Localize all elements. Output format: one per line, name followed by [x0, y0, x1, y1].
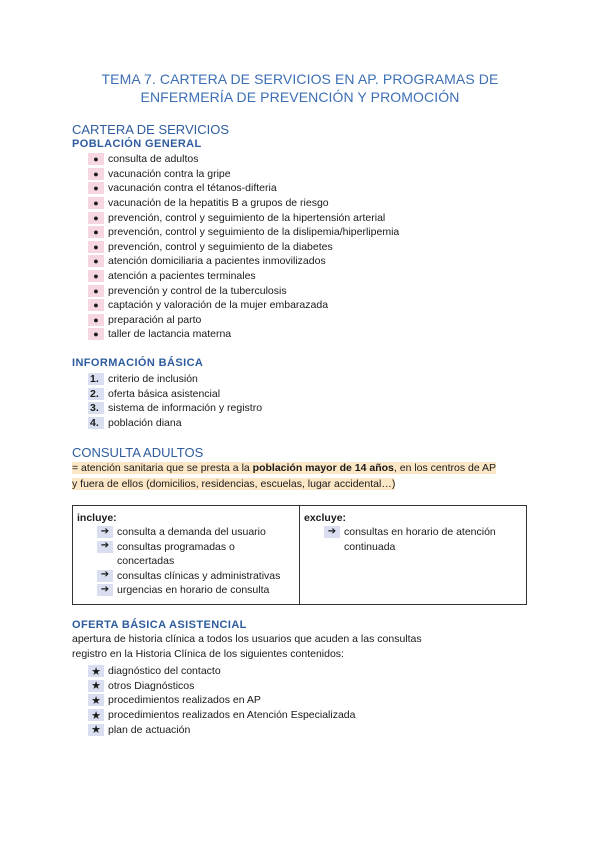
list-item: ➔ urgencias en horario de consulta: [97, 583, 299, 598]
list-item: ● vacunación de la hepatitis B a grupos de riesgo: [88, 196, 399, 211]
list-item: ➔ consulta a demanda del usuario: [97, 525, 299, 540]
bullet-icon: ●: [88, 270, 104, 282]
number-marker: 4.: [88, 417, 104, 429]
list-item: ★ otros Diagnósticos: [88, 679, 355, 694]
number-marker: 2.: [88, 388, 104, 400]
bullet-icon: ●: [88, 328, 104, 340]
arrow-right-icon: ➔: [324, 526, 340, 538]
bullet-icon: ●: [88, 226, 104, 238]
list-item: ● captación y valoración de la mujer embarazada: [88, 298, 399, 313]
list-item: ➔ consultas programadas o concertadas: [97, 540, 299, 569]
list-item: ● prevención, control y seguimiento de la diabetes: [88, 240, 399, 255]
consulta-definition: = atención sanitaria que se presta a la población mayor de 14 años, en los centros de AP y fuera de ellos (domicilios, residencias, escuelas, lugar accidental…): [72, 462, 497, 490]
arrow-right-icon: ➔: [97, 570, 113, 582]
incluye-label: incluye:: [77, 512, 117, 524]
list-item: ● taller de lactancia materna: [88, 327, 399, 342]
arrow-right-icon: ➔: [97, 541, 113, 553]
list-item: ★ plan de actuación: [88, 722, 355, 737]
list-item: ★ diagnóstico del contacto: [88, 664, 355, 679]
list-item: ● atención domiciliaria a pacientes inmovilizados: [88, 254, 399, 269]
number-marker: 3.: [88, 402, 104, 414]
bullet-icon: ●: [88, 153, 104, 165]
arrow-right-icon: ➔: [97, 526, 113, 538]
list-item: ★ procedimientos realizados en AP: [88, 693, 355, 708]
bullet-icon: ●: [88, 299, 104, 311]
star-icon: ★: [88, 709, 104, 721]
list-item: ● prevención, control y seguimiento de la dislipemia/hiperlipemia: [88, 225, 399, 240]
list-item: ● consulta de adultos: [88, 152, 399, 167]
star-icon: ★: [88, 694, 104, 706]
number-marker: 1.: [88, 373, 104, 385]
list-item: ● prevención, control y seguimiento de la hipertensión arterial: [88, 210, 399, 225]
bullet-icon: ●: [88, 182, 104, 194]
title-line-2: ENFERMERÍA DE PREVENCIÓN Y PROMOCIÓN: [140, 89, 460, 105]
informacion-list: [88, 372, 262, 430]
poblacion-general-heading: POBLACIÓN GENERAL: [72, 138, 202, 150]
bullet-icon: ●: [88, 168, 104, 180]
page-title: [60, 70, 540, 106]
informacion-basica-heading: INFORMACIÓN BÁSICA: [72, 357, 204, 369]
incluye-excluye-table: [72, 505, 527, 605]
incluye-column: [73, 506, 300, 604]
bullet-icon: ●: [88, 212, 104, 224]
list-item: 1. criterio de inclusión: [90, 373, 198, 386]
list-item: ➔ consultas en horario de atención continuada: [324, 525, 526, 554]
list-item: 3. sistema de información y registro: [90, 402, 263, 415]
excluye-column: [300, 506, 526, 604]
cartera-list: [88, 152, 399, 342]
list-item: ● atención a pacientes terminales: [88, 269, 399, 284]
cartera-heading: CARTERA DE SERVICIOS: [72, 122, 230, 137]
arrow-right-icon: ➔: [97, 584, 113, 596]
list-item: ● preparación al parto: [88, 313, 399, 328]
list-item: ● vacunación contra la gripe: [88, 167, 399, 182]
bullet-icon: ●: [88, 285, 104, 297]
star-icon: ★: [88, 724, 104, 736]
list-item: ➔ consultas clínicas y administrativas: [97, 569, 299, 584]
bullet-icon: ●: [88, 241, 104, 253]
list-item: 4. población diana: [90, 417, 182, 430]
excluye-list: [304, 525, 526, 554]
bullet-icon: ●: [88, 314, 104, 326]
list-item: ★ procedimientos realizados en Atención Especializada: [88, 708, 355, 723]
list-item: ● vacunación contra el tétanos-difteria: [88, 181, 399, 196]
incluye-list: [77, 525, 299, 598]
oferta-basica-heading: OFERTA BÁSICA ASISTENCIAL: [72, 619, 247, 631]
consulta-adultos-heading: CONSULTA ADULTOS: [72, 445, 204, 460]
bullet-icon: ●: [88, 255, 104, 267]
star-icon: ★: [88, 680, 104, 692]
oferta-paragraph: apertura de historia clínica a todos los usuarios que acuden a las consultas registro en la Historia Clínica de los siguientes contenidos:: [72, 633, 422, 660]
excluye-label: excluye:: [304, 512, 347, 524]
title-line-1: TEMA 7. CARTERA DE SERVICIOS EN AP. PROGRAMAS DE: [101, 71, 499, 87]
oferta-list: [88, 664, 355, 737]
list-item: ● prevención y control de la tuberculosis: [88, 283, 399, 298]
bullet-icon: ●: [88, 197, 104, 209]
list-item: 2. oferta básica asistencial: [90, 387, 221, 400]
star-icon: ★: [88, 665, 104, 677]
